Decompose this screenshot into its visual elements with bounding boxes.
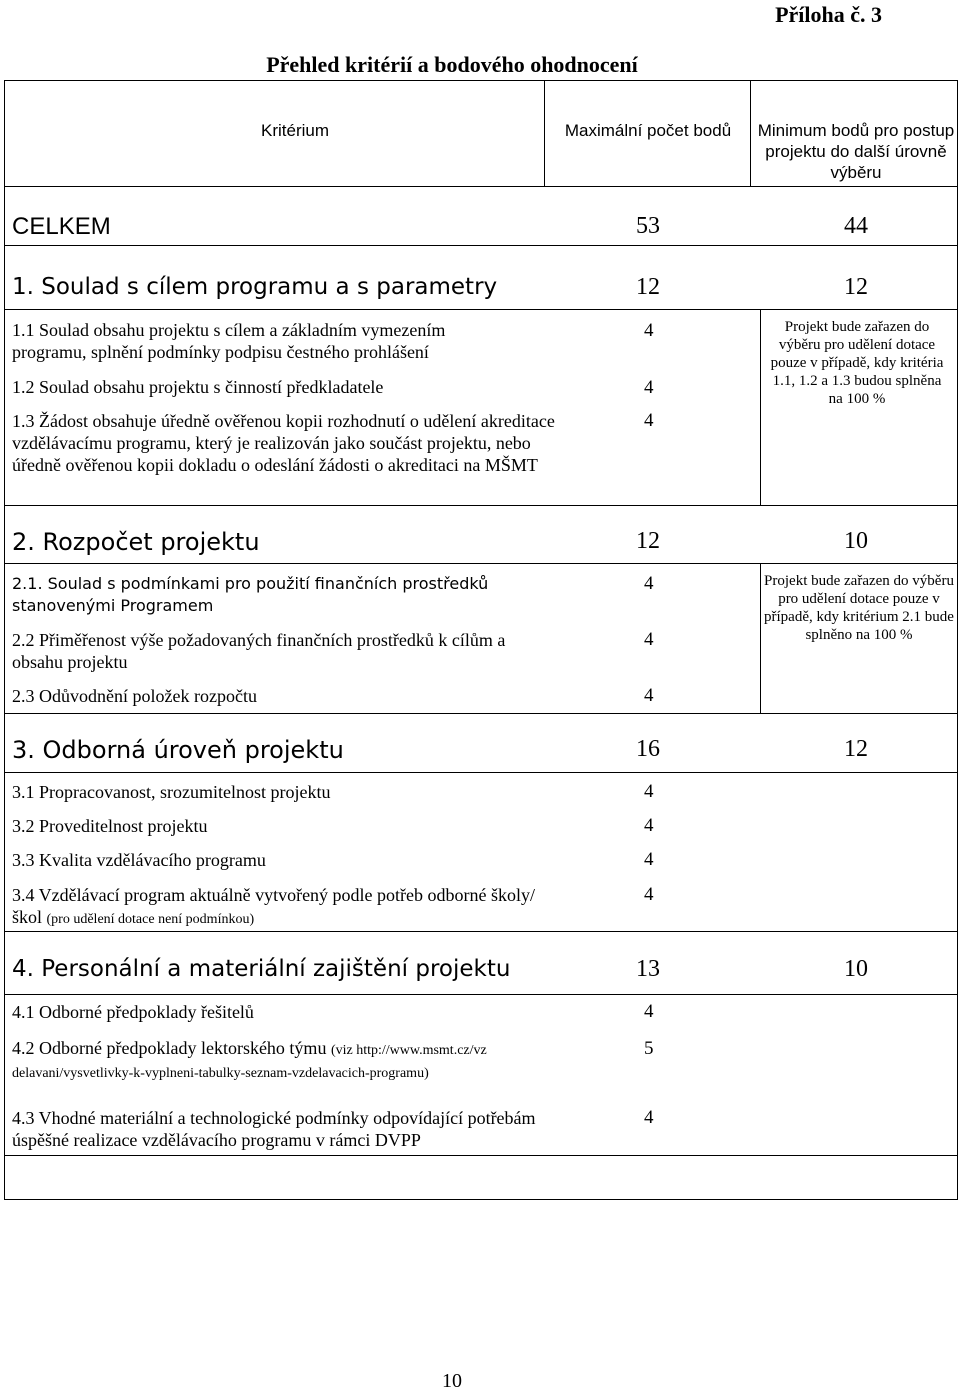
page-title: Přehled kritérií a bodového ohodnocení xyxy=(266,52,638,77)
annex-label: Příloha č. 3 xyxy=(775,2,882,27)
points-2-3: 4 xyxy=(644,685,654,706)
section-max-4: 13 xyxy=(636,956,660,982)
section-min-4: 10 xyxy=(844,956,868,982)
points-2-2: 4 xyxy=(644,629,654,650)
section-max-1: 12 xyxy=(636,274,660,300)
criterion-4-2 xyxy=(12,1037,492,1083)
section-min-3: 12 xyxy=(844,736,868,762)
criterion-4-2-text: 4.2 Odborné předpoklady lektorského týmu xyxy=(12,1038,327,1058)
points-3-1: 4 xyxy=(644,781,654,802)
criterion-1-1: 1.1 Soulad obsahu projektu s cílem a základním vymezením programu, splnění podmínky podpisu čestného prohlášení xyxy=(12,320,446,362)
column-header-min: Minimum bodů pro postup projektu do další úrovně výběru xyxy=(757,121,955,182)
points-3-3: 4 xyxy=(644,849,654,870)
criterion-3-4-text: 3.4 Vzdělávací program aktuálně vytvořený podle potřeb odborné školy/škol xyxy=(12,885,536,927)
section-min-2: 10 xyxy=(844,528,868,554)
total-label: CELKEM xyxy=(12,213,111,240)
row-divider xyxy=(4,994,958,995)
points-3-2: 4 xyxy=(644,815,654,836)
criterion-4-3: 4.3 Vhodné materiální a technologické podmínky odpovídající potřebám úspěšné realizace vzdělávacího programu v rámci DVPP xyxy=(12,1108,536,1150)
criterion-3-3: 3.3 Kvalita vzdělávacího programu xyxy=(12,850,266,870)
row-divider xyxy=(4,309,958,310)
section-min-1: 12 xyxy=(844,274,868,300)
criterion-1-3: 1.3 Žádost obsahuje úředně ověřenou kopii rozhodnutí o udělení akreditace vzdělávacímu programu, který je realizován jako součást projektu, nebo úředně ověřenou kopii dokladu o odeslání žádosti o akreditaci na MŠMT xyxy=(12,411,555,475)
points-1-2: 4 xyxy=(644,377,654,398)
points-3-4: 4 xyxy=(644,884,654,905)
points-4-2: 5 xyxy=(644,1038,654,1059)
criterion-4-1: 4.1 Odborné předpoklady řešitelů xyxy=(12,1002,254,1022)
total-min: 44 xyxy=(844,213,868,239)
points-4-3: 4 xyxy=(644,1107,654,1128)
row-divider xyxy=(4,563,958,564)
note-divider xyxy=(760,309,761,505)
section-max-2: 12 xyxy=(636,528,660,554)
points-2-1: 4 xyxy=(644,573,654,594)
note-section-2: Projekt bude zařazen do výběru pro udělení dotace pouze v případě, kdy kritérium 2.1 bude splněno na 100 % xyxy=(764,573,954,643)
row-divider xyxy=(4,505,958,506)
criterion-1-2: 1.2 Soulad obsahu projektu s činností předkladatele xyxy=(12,377,384,397)
criterion-3-4 xyxy=(12,884,542,931)
row-divider xyxy=(4,772,958,773)
criterion-2-2: 2.2 Přiměřenost výše požadovaných finančních prostředků k cílům a obsahu projektu xyxy=(12,630,506,672)
section-max-3: 16 xyxy=(636,736,660,762)
section-title-4: 4. Personální a materiální zajištění projektu xyxy=(12,956,511,982)
points-1-1: 4 xyxy=(644,320,654,341)
row-divider xyxy=(4,1155,958,1156)
note-divider xyxy=(760,563,761,713)
points-4-1: 4 xyxy=(644,1001,654,1022)
note-section-1: Projekt bude zařazen do výběru pro udělení dotace pouze v případě, kdy kritéria 1.1, 1.2 a 1.3 budou splněna na 100 % xyxy=(770,319,944,407)
criterion-2-1: 2.1. Soulad s podmínkami pro použití finančních prostředků stanovenými Programem xyxy=(12,574,489,615)
row-divider xyxy=(4,931,958,932)
section-title-1: 1. Soulad s cílem programu a s parametry xyxy=(12,274,498,300)
page-number: 10 xyxy=(442,1370,462,1392)
criterion-3-2: 3.2 Proveditelnost projektu xyxy=(12,816,208,836)
column-header-max: Maximální počet bodů xyxy=(564,121,732,140)
row-divider xyxy=(4,186,958,187)
header-divider xyxy=(544,80,545,186)
row-divider xyxy=(4,713,958,714)
criterion-2-3: 2.3 Odůvodnění položek rozpočtu xyxy=(12,686,257,706)
total-max: 53 xyxy=(636,213,660,239)
criterion-3-1: 3.1 Propracovanost, srozumitelnost projektu xyxy=(12,782,331,802)
section-title-2: 2. Rozpočet projektu xyxy=(12,528,260,556)
points-1-3: 4 xyxy=(644,410,654,431)
section-title-3: 3. Odborná úroveň projektu xyxy=(12,736,344,764)
criterion-3-4-note: (pro udělení dotace není podmínkou) xyxy=(46,912,255,927)
criterion-4-2-note: (viz http://www.msmt.cz/vzdelavani/vysvetlivky-k-vyplneni-tabulky-seznam-vzdelavacich-programu) xyxy=(12,1043,487,1081)
row-divider xyxy=(4,245,958,246)
header-divider xyxy=(750,80,751,186)
column-header-criterion: Kritérium xyxy=(260,121,329,140)
